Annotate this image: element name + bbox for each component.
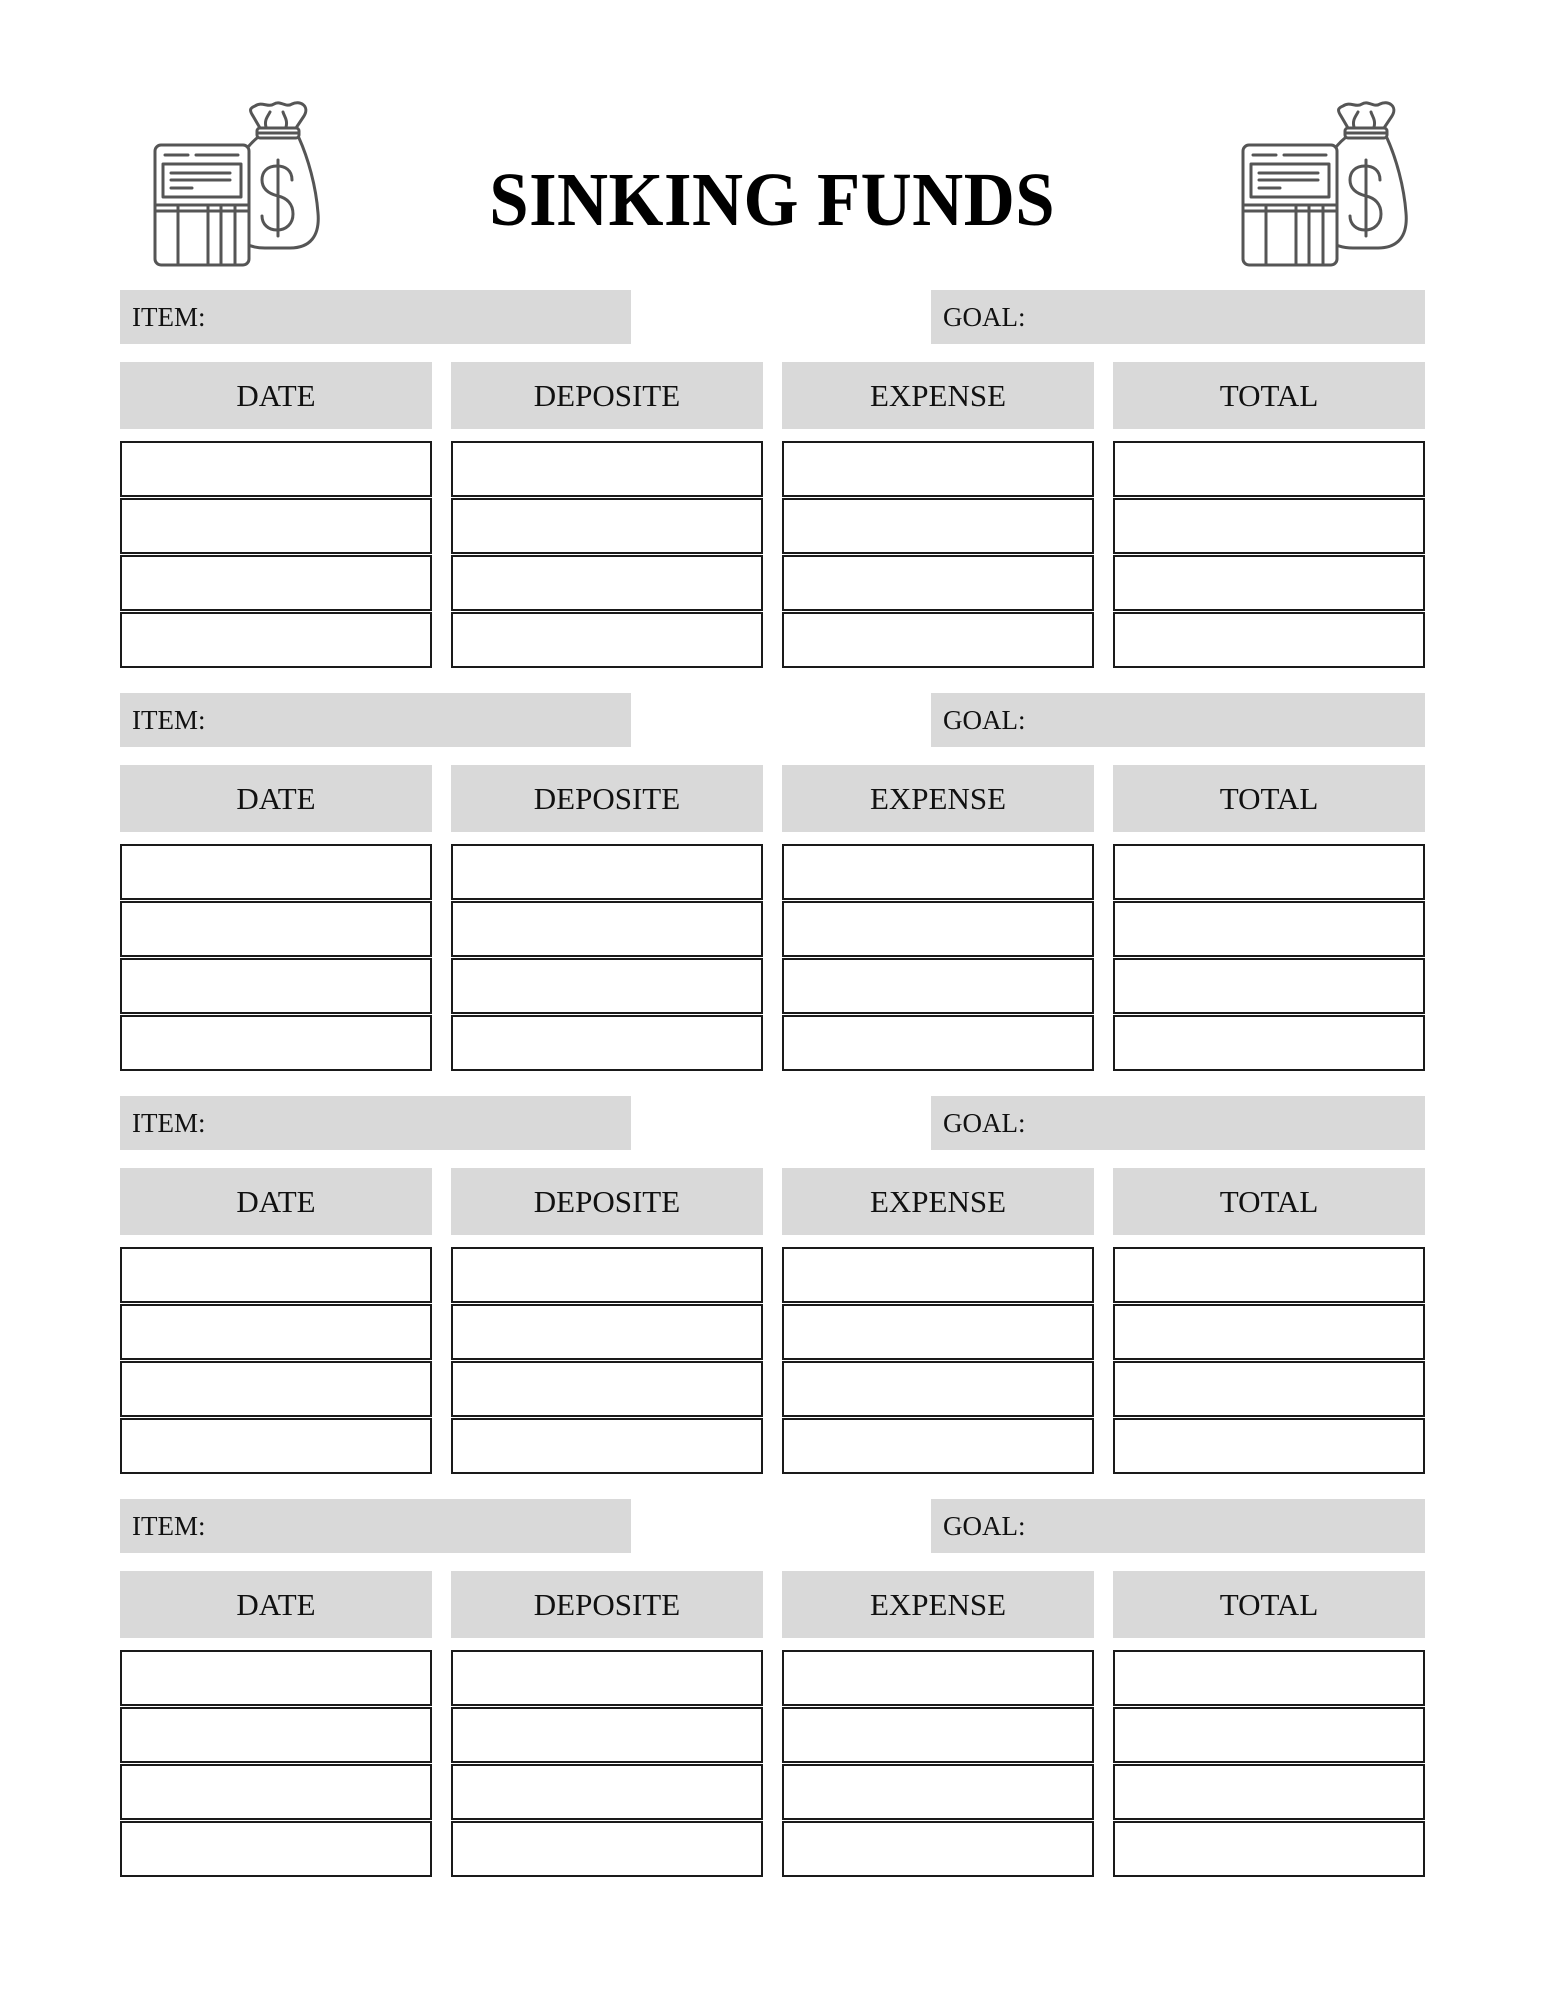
column-header-deposite: DEPOSITE <box>451 765 763 832</box>
deposite-cell[interactable] <box>451 901 763 957</box>
deposite-cell[interactable] <box>451 555 763 611</box>
total-cell[interactable] <box>1113 844 1425 900</box>
goal-field[interactable] <box>931 1096 1425 1150</box>
total-column <box>1113 844 1425 1072</box>
item-label: ITEM: <box>132 705 206 735</box>
date-cell[interactable] <box>120 441 432 497</box>
deposite-cell[interactable] <box>451 498 763 554</box>
expense-column <box>782 844 1094 1072</box>
item-field[interactable] <box>120 290 631 344</box>
column-header-expense: EXPENSE <box>782 1571 1094 1638</box>
item-field[interactable] <box>120 1096 631 1150</box>
total-cell[interactable] <box>1113 1821 1425 1877</box>
total-cell[interactable] <box>1113 958 1425 1014</box>
deposite-cell[interactable] <box>451 1015 763 1071</box>
date-cell[interactable] <box>120 1707 432 1763</box>
expense-cell[interactable] <box>782 555 1094 611</box>
total-column <box>1113 441 1425 669</box>
expense-cell[interactable] <box>782 1361 1094 1417</box>
deposite-cell[interactable] <box>451 1247 763 1303</box>
date-cell[interactable] <box>120 498 432 554</box>
date-cell[interactable] <box>120 1247 432 1303</box>
date-cell[interactable] <box>120 555 432 611</box>
expense-column <box>782 1650 1094 1878</box>
date-column <box>120 1247 432 1475</box>
column-header-date: DATE <box>120 1571 432 1638</box>
date-cell[interactable] <box>120 1015 432 1071</box>
date-cell[interactable] <box>120 1650 432 1706</box>
expense-cell[interactable] <box>782 1821 1094 1877</box>
deposite-column <box>451 844 763 1072</box>
goal-field[interactable] <box>931 290 1425 344</box>
item-label: ITEM: <box>132 1511 206 1541</box>
total-column <box>1113 1650 1425 1878</box>
deposite-cell[interactable] <box>451 1764 763 1820</box>
total-cell[interactable] <box>1113 498 1425 554</box>
deposite-cell[interactable] <box>451 1361 763 1417</box>
total-cell[interactable] <box>1113 555 1425 611</box>
expense-cell[interactable] <box>782 1304 1094 1360</box>
page-title <box>0 160 1545 240</box>
fund-section <box>0 693 1545 1073</box>
date-cell[interactable] <box>120 1418 432 1474</box>
fund-section <box>0 1499 1545 1879</box>
date-cell[interactable] <box>120 1764 432 1820</box>
deposite-cell[interactable] <box>451 1418 763 1474</box>
expense-cell[interactable] <box>782 1418 1094 1474</box>
total-cell[interactable] <box>1113 1304 1425 1360</box>
column-header-expense: EXPENSE <box>782 1168 1094 1235</box>
total-column <box>1113 1247 1425 1475</box>
page-title-text: SINKING FUNDS <box>489 158 1056 242</box>
fund-section <box>0 290 1545 670</box>
date-cell[interactable] <box>120 1361 432 1417</box>
deposite-column <box>451 1247 763 1475</box>
goal-label: GOAL: <box>943 1108 1026 1138</box>
date-cell[interactable] <box>120 1304 432 1360</box>
goal-label: GOAL: <box>943 302 1026 332</box>
total-cell[interactable] <box>1113 1650 1425 1706</box>
item-field[interactable] <box>120 693 631 747</box>
column-header-date: DATE <box>120 362 432 429</box>
expense-cell[interactable] <box>782 1015 1094 1071</box>
total-cell[interactable] <box>1113 612 1425 668</box>
deposite-cell[interactable] <box>451 1304 763 1360</box>
expense-cell[interactable] <box>782 1650 1094 1706</box>
item-label: ITEM: <box>132 302 206 332</box>
total-cell[interactable] <box>1113 1707 1425 1763</box>
column-header-total: TOTAL <box>1113 765 1425 832</box>
date-cell[interactable] <box>120 958 432 1014</box>
date-cell[interactable] <box>120 612 432 668</box>
total-cell[interactable] <box>1113 1418 1425 1474</box>
deposite-cell[interactable] <box>451 441 763 497</box>
deposite-cell[interactable] <box>451 844 763 900</box>
date-cell[interactable] <box>120 844 432 900</box>
column-header-deposite: DEPOSITE <box>451 362 763 429</box>
expense-cell[interactable] <box>782 901 1094 957</box>
total-cell[interactable] <box>1113 441 1425 497</box>
date-cell[interactable] <box>120 901 432 957</box>
item-field[interactable] <box>120 1499 631 1553</box>
goal-field[interactable] <box>931 693 1425 747</box>
deposite-cell[interactable] <box>451 958 763 1014</box>
date-column <box>120 441 432 669</box>
date-column <box>120 1650 432 1878</box>
total-cell[interactable] <box>1113 1361 1425 1417</box>
expense-cell[interactable] <box>782 612 1094 668</box>
expense-cell[interactable] <box>782 1247 1094 1303</box>
expense-cell[interactable] <box>782 958 1094 1014</box>
column-header-total: TOTAL <box>1113 1168 1425 1235</box>
deposite-cell[interactable] <box>451 1650 763 1706</box>
total-cell[interactable] <box>1113 1247 1425 1303</box>
column-header-expense: EXPENSE <box>782 362 1094 429</box>
expense-cell[interactable] <box>782 441 1094 497</box>
deposite-cell[interactable] <box>451 1707 763 1763</box>
column-header-date: DATE <box>120 765 432 832</box>
total-cell[interactable] <box>1113 901 1425 957</box>
expense-column <box>782 1247 1094 1475</box>
column-header-deposite: DEPOSITE <box>451 1571 763 1638</box>
goal-label: GOAL: <box>943 705 1026 735</box>
deposite-column <box>451 441 763 669</box>
expense-cell[interactable] <box>782 1707 1094 1763</box>
total-cell[interactable] <box>1113 1764 1425 1820</box>
expense-cell[interactable] <box>782 1764 1094 1820</box>
expense-cell[interactable] <box>782 498 1094 554</box>
expense-column <box>782 441 1094 669</box>
column-header-total: TOTAL <box>1113 1571 1425 1638</box>
total-cell[interactable] <box>1113 1015 1425 1071</box>
goal-label: GOAL: <box>943 1511 1026 1541</box>
expense-cell[interactable] <box>782 844 1094 900</box>
deposite-column <box>451 1650 763 1878</box>
column-header-date: DATE <box>120 1168 432 1235</box>
column-header-deposite: DEPOSITE <box>451 1168 763 1235</box>
item-label: ITEM: <box>132 1108 206 1138</box>
goal-field[interactable] <box>931 1499 1425 1553</box>
column-header-expense: EXPENSE <box>782 765 1094 832</box>
date-column <box>120 844 432 1072</box>
deposite-cell[interactable] <box>451 1821 763 1877</box>
date-cell[interactable] <box>120 1821 432 1877</box>
column-header-total: TOTAL <box>1113 362 1425 429</box>
deposite-cell[interactable] <box>451 612 763 668</box>
fund-section <box>0 1096 1545 1476</box>
